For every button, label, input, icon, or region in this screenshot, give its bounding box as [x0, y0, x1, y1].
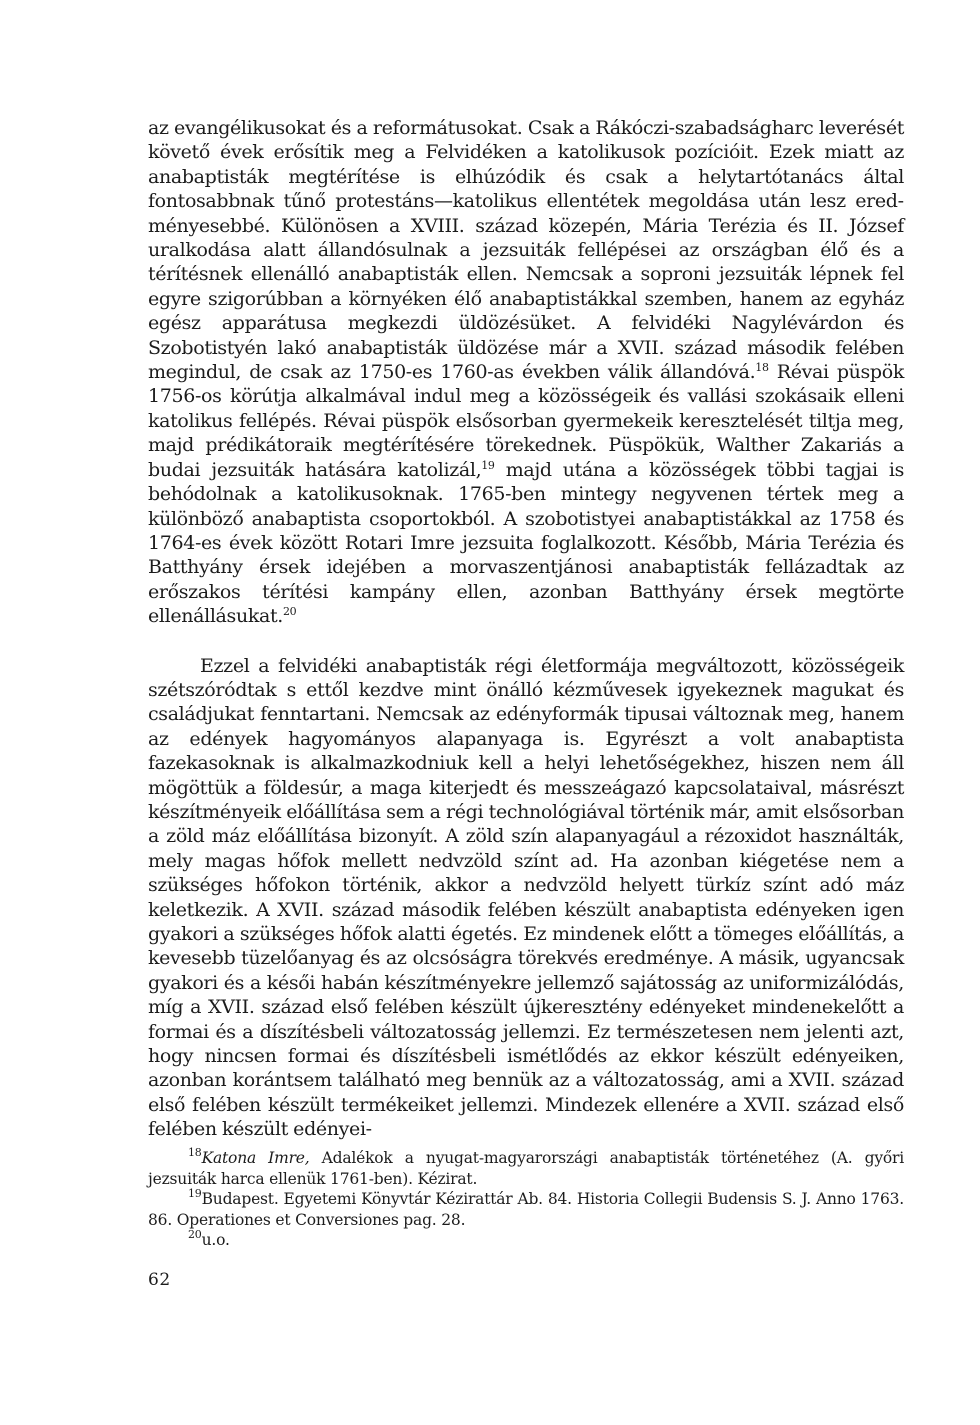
paragraph-1-text-b: Révai püspök 1756-os körútja alkalmával indul meg a közösségeik és vallási szokásaik elleni katolikus fellépés. Révai püspök elsősorban gyermekeik keresztelését tiltja meg, majd prédikátoraik megtérítésére törekednek. Püspökük, Walther Zakariás a budai jezsuiták hatására katolizál, — [148, 361, 904, 481]
page-number: 62 — [148, 1270, 171, 1290]
footnote-ref-18: 18 — [755, 361, 769, 375]
paragraph-1-text-c: majd utána a közösségek többi tagjai is behódolnak a katolikusoknak. 1765-ben mintegy negyvenen tértek meg a különböző anabaptista csoportokból. A szobotistyei anabaptistákkal az 1758 és 1764-es évek között Rotari Imre jezsuita foglalkozott. Később, Mária Terézia és Batthyány érsek idejében a morvaszentjánosi anabaptisták fellázadtak az erőszakos térítési kampány ellen, azonban Batthyány érsek megtörte ellenállásukat. — [148, 458, 904, 628]
footnotes — [148, 1148, 904, 1251]
footnote-19 — [148, 1189, 904, 1230]
footnote-ref-20: 20 — [282, 605, 297, 619]
footnote-number: 20 — [188, 1228, 202, 1241]
paragraph-1 — [148, 116, 904, 629]
paragraph-2: Ezzel a felvidéki anabaptisták régi életformája megváltozott, közösségeik szétszóródtak s ettől kezdve mint önálló kézművesek igyekeznek magukat és családjukat fenntartani. Nemcsak az edényformák tipusai változnak meg, hanem az edények hagyományos alapanyaga is. Egyrészt a volt anabaptista fazekasoknak is alkalmazkodniuk kell a helyi lehetőségekhez, hiszen nem áll mögöttük a földesúr, a maga kiterjedt és messzeágazó kapcsolataival, másrészt készítményeik előállítása sem a régi technológiával történik már, amit elsősorban a zöld máz előállítása bizonyít. A zöld szín alapanyagául a rézoxidot használták, mely magas hőfok mellett nedvzöld színt ad. Ha azonban kiégetése nem a szükséges hőfokon történik, akkor a nedvzöld helyett türkíz színt adó máz keletkezik. A XVII. század második felében készült anabaptista edényeken igen gyakori a szükséges hőfok alatti égetés. Ez mindenek előtt a tömeges előállítás, a kevesebb tüzelőanyag és az olcsóságra törekvés eredménye. A másik, ugyancsak gyakori és a késői habán készítményekre jellemző sajátosság az uniformizálódás, míg a XVII. század első felében készült újkeresztény edényeket mindenekelőtt a formai és a díszítésbeli változatosság jellemzi. Ez természetesen nem jelenti azt, hogy nincsen formai és díszítésbeli ismétlődés az ekkor készült edényeiken, azonban korántsem található meg bennük az a változatosság, ami a XVII. század első felében készült termékeiket jellemzi. Mindezek ellenére a XVII. század első felében készült edényei- — [148, 654, 904, 1141]
footnote-20 — [148, 1230, 904, 1251]
footnote-text: u.o. — [201, 1231, 230, 1249]
footnote-number: 19 — [188, 1187, 202, 1200]
footnote-ref-19: 19 — [481, 458, 495, 472]
footnote-text: Budapest. Egyetemi Könyvtár Kézirattár Ab. 84. Historia Collegii Budensis S. J. Anno 1763. 86. Operationes et Conversiones pag. 28. — [148, 1190, 904, 1229]
footnote-18 — [148, 1148, 904, 1189]
paragraph-1-text-a: az evangélikusokat és a reformátusokat. Csak a Rákóczi-szabadságharc leverését követő évek erősítik meg a Felvidéken a katolikusok pozícióit. Ezek miatt az anabaptisták megtérítése is elhúzódik és csak a helytartótanács által fontosabbnak tűnő protestáns—katolikus ellentétek megoldása után lesz eredményesebbé. Különösen a XVIII. század közepén, Mária Terézia és II. József uralkodása alatt állandósulnak a jezsuiták fellépései az országban élő és a térítésnek ellenálló anabaptisták ellen. Nemcsak a soproni jezsuiták lépnek fel egyre szigorúbban a környéken élő anabaptistákkal szemben, hanem az egyház egész apparátusa megkezdi üldözésüket. A felvidéki Nagylévárdon és Szobotistyén lakó anabaptisták üldözése már a XVII. század második felében megindul, de csak az 1750-es 1760-as években válik állandóvá. — [148, 117, 904, 384]
footnote-author: Katona Imre, — [201, 1149, 310, 1167]
footnote-number: 18 — [188, 1146, 202, 1159]
footnote-text: Adalékok a nyugat-magyarországi anabaptisták történetéhez (A. győri jezsuiták harca ellenük 1761-ben). Kézirat. — [148, 1149, 904, 1188]
main-text — [148, 116, 904, 1142]
